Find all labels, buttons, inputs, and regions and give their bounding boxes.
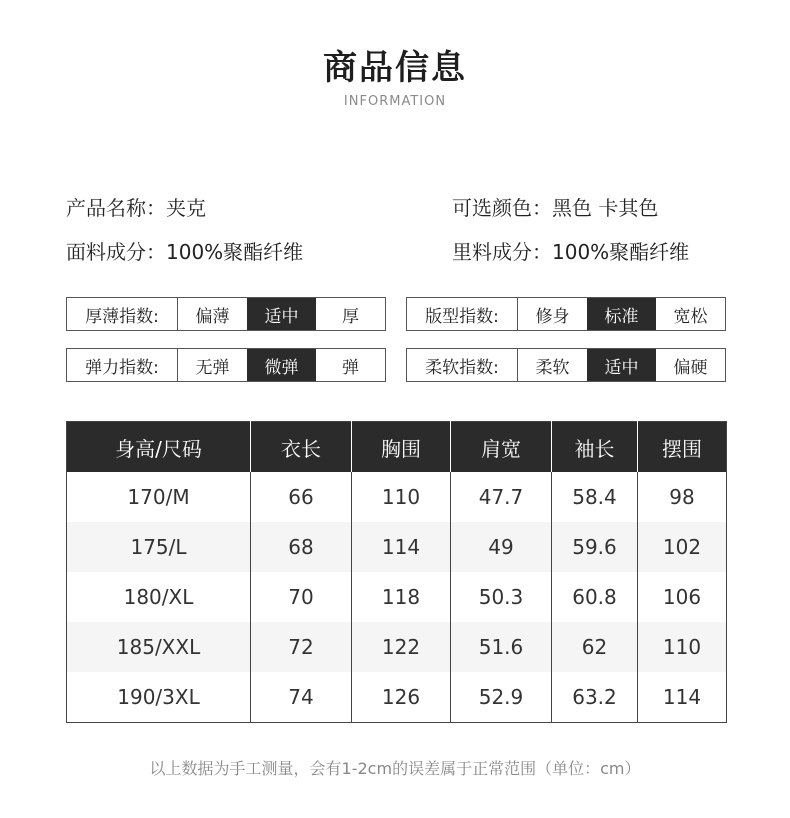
product-fabric: 面料成分：100%聚酯纤维 <box>66 240 304 264</box>
rating-option: 厚 <box>342 306 359 327</box>
page-subtitle: INFORMATION <box>343 94 447 109</box>
rating-option: 适中 <box>247 298 316 330</box>
table-row <box>67 572 727 622</box>
table-cell: 72 <box>251 622 352 672</box>
table-cell: 122 <box>352 622 451 672</box>
rating-option: 偏硬 <box>673 357 708 378</box>
table-cell: 106 <box>638 572 727 622</box>
table-row <box>67 622 727 672</box>
table-cell: 68 <box>251 522 352 572</box>
table-cell: 66 <box>251 472 352 522</box>
table-cell: 190/3XL <box>117 685 200 709</box>
column-header: 胸围 <box>352 422 451 473</box>
table-header-row <box>67 422 727 473</box>
table-row <box>67 522 727 572</box>
table-cell: 118 <box>352 572 451 622</box>
rating-label: 版型指数: <box>407 298 518 330</box>
rating-option: 宽松 <box>673 306 708 327</box>
rating-option: 微弹 <box>247 349 316 381</box>
rating-softness <box>406 348 726 382</box>
table-cell: 102 <box>638 522 727 572</box>
table-cell: 51.6 <box>451 622 552 672</box>
table-cell: 114 <box>352 522 451 572</box>
column-header: 袖长 <box>552 422 638 473</box>
table-row <box>67 472 727 522</box>
table-cell: 63.2 <box>552 672 638 723</box>
rating-option: 弹 <box>342 357 359 378</box>
table-cell: 185/XXL <box>67 622 251 672</box>
size-table <box>66 421 727 723</box>
rating-option: 适中 <box>587 349 656 381</box>
rating-thickness <box>66 297 386 331</box>
product-lining: 里料成分：100%聚酯纤维 <box>452 240 690 264</box>
table-cell: 49 <box>451 522 552 572</box>
rating-label: 柔软指数: <box>407 349 518 381</box>
rating-label: 弹力指数: <box>67 349 178 381</box>
column-header: 衣长 <box>251 422 352 473</box>
rating-label: 厚薄指数: <box>67 298 178 330</box>
column-header: 肩宽 <box>451 422 552 473</box>
table-cell: 50.3 <box>451 572 552 622</box>
table-cell: 52.9 <box>451 672 552 723</box>
product-name: 产品名称：夹克 <box>66 196 206 220</box>
table-cell: 170/M <box>127 485 190 509</box>
table-cell: 98 <box>638 472 727 522</box>
column-header: 身高/尺码 <box>67 422 251 473</box>
table-row <box>67 672 727 723</box>
table-cell: 70 <box>251 572 352 622</box>
table-cell: 62 <box>552 622 638 672</box>
table-cell: 110 <box>352 472 451 522</box>
product-colors: 可选颜色：黑色 卡其色 <box>452 196 659 220</box>
rating-fit <box>406 297 726 331</box>
rating-option: 标准 <box>587 298 656 330</box>
table-cell: 47.7 <box>451 472 552 522</box>
rating-elasticity <box>66 348 386 382</box>
table-cell: 114 <box>638 672 727 723</box>
page-title: 商品信息 <box>323 48 467 88</box>
table-cell: 60.8 <box>552 572 638 622</box>
table-cell: 59.6 <box>552 522 638 572</box>
rating-option: 柔软 <box>535 357 570 378</box>
measurement-note: 以上数据为手工测量，会有1-2cm的误差属于正常范围（单位：cm） <box>149 759 641 778</box>
rating-option: 修身 <box>535 306 570 327</box>
rating-option: 偏薄 <box>195 306 230 327</box>
table-cell: 175/L <box>67 522 251 572</box>
rating-option: 无弹 <box>195 357 230 378</box>
table-cell: 58.4 <box>552 472 638 522</box>
table-cell: 126 <box>352 672 451 723</box>
table-cell: 180/XL <box>123 585 194 609</box>
table-cell: 74 <box>251 672 352 723</box>
table-cell: 110 <box>638 622 727 672</box>
column-header: 摆围 <box>638 422 727 473</box>
